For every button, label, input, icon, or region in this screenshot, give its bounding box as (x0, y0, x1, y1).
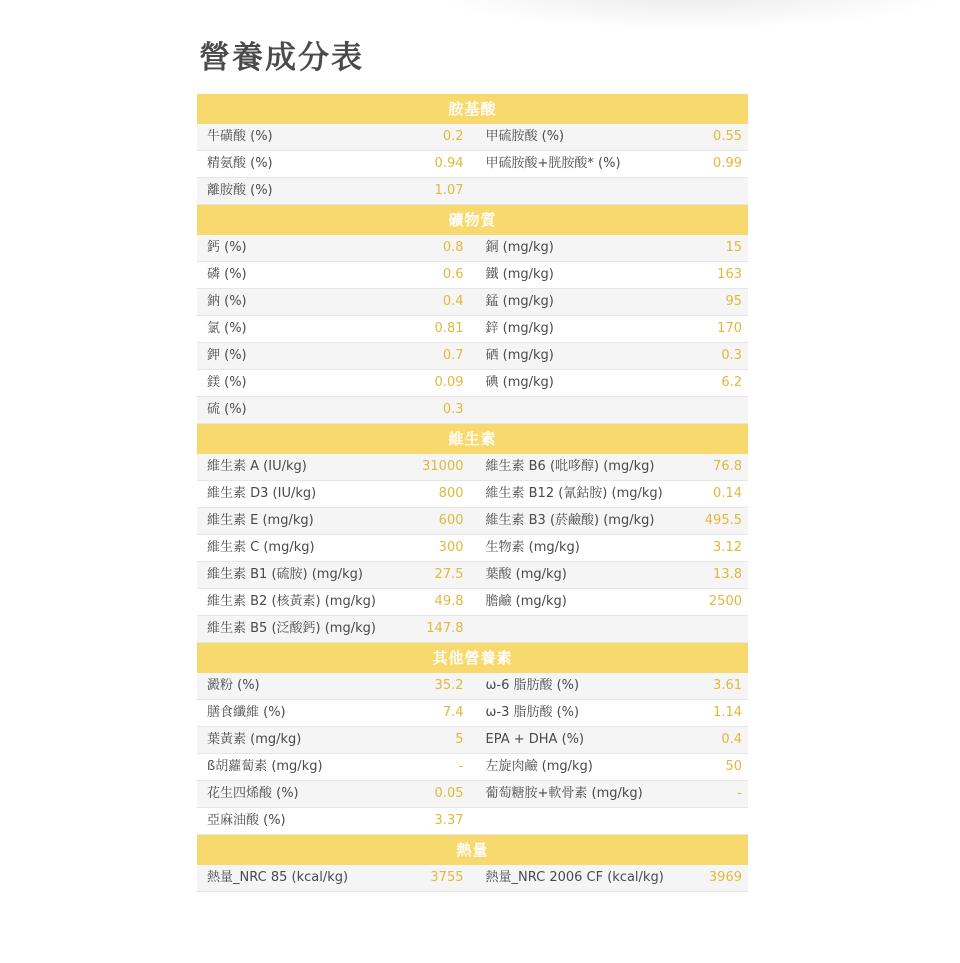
nutrient-label: 膽鹼 (mg/kg) (485, 594, 567, 609)
nutrient-label: 鐵 (mg/kg) (485, 267, 554, 282)
table-row (197, 535, 748, 562)
nutrient-value: 0.99 (713, 156, 742, 171)
nutrient-label: 膳食纖維 (%) (207, 705, 286, 720)
nutrient-value: 0.2 (442, 129, 464, 144)
nutrient-value (703, 808, 748, 834)
nutrient-value: 147.8 (426, 621, 464, 636)
table-row (197, 151, 748, 178)
table-row (197, 316, 748, 343)
nutrient-value: 495.5 (704, 513, 742, 528)
table-row (197, 589, 748, 616)
nutrient-value: 800 (438, 486, 464, 501)
nutrient-label: 碘 (mg/kg) (485, 375, 554, 390)
nutrient-label: ß胡蘿蔔素 (mg/kg) (207, 759, 323, 774)
table-row (197, 754, 748, 781)
nutrition-table (197, 94, 748, 892)
nutrient-value: 0.09 (434, 375, 464, 390)
table-row (197, 700, 748, 727)
nutrient-value: 300 (438, 540, 464, 555)
nutrient-label: 鋅 (mg/kg) (485, 321, 554, 336)
nutrient-value: 0.7 (442, 348, 464, 363)
nutrient-value (703, 397, 748, 423)
nutrient-label: 硫 (%) (207, 402, 247, 417)
nutrient-value: - (458, 759, 464, 774)
table-row (197, 397, 748, 424)
nutrient-label: ω-6 脂肪酸 (%) (485, 678, 580, 693)
table-row (197, 481, 748, 508)
table-row (197, 178, 748, 205)
nutrient-label: 葉黃素 (mg/kg) (207, 732, 302, 747)
nutrient-value: 50 (725, 759, 742, 774)
nutrient-label: 鈣 (%) (207, 240, 247, 255)
nutrient-value: 0.14 (713, 486, 742, 501)
section-header: 其他營養素 (197, 643, 748, 673)
nutrient-label: 鉀 (%) (207, 348, 247, 363)
nutrient-label: 銅 (mg/kg) (485, 240, 554, 255)
nutrient-value: 0.8 (442, 240, 464, 255)
nutrient-label: 花生四烯酸 (%) (207, 786, 299, 801)
nutrient-label (472, 616, 704, 642)
nutrient-value: 6.2 (721, 375, 742, 390)
nutrient-value: 13.8 (713, 567, 742, 582)
nutrient-label: 葡萄糖胺+軟骨素 (mg/kg) (485, 786, 643, 801)
nutrient-label: 甲硫胺酸 (%) (485, 129, 565, 144)
table-row (197, 454, 748, 481)
nutrient-value: 5 (455, 732, 464, 747)
nutrient-label: 維生素 B3 (菸鹼酸) (mg/kg) (485, 513, 655, 528)
nutrient-label: 維生素 B1 (硫胺) (mg/kg) (207, 567, 363, 582)
nutrient-label: 牛磺酸 (%) (207, 129, 273, 144)
nutrient-label: 亞麻油酸 (%) (207, 813, 286, 828)
nutrient-label: 葉酸 (mg/kg) (485, 567, 567, 582)
nutrient-label: 生物素 (mg/kg) (485, 540, 580, 555)
nutrient-label: 精氨酸 (%) (207, 156, 273, 171)
nutrient-value: 35.2 (434, 678, 464, 693)
nutrient-value: 0.4 (442, 294, 464, 309)
nutrient-label: 維生素 C (mg/kg) (207, 540, 315, 555)
top-shadow-decoration (430, 0, 950, 30)
nutrient-label: 錳 (mg/kg) (485, 294, 554, 309)
nutrient-value: 1.14 (713, 705, 742, 720)
section-header: 熱量 (197, 835, 748, 865)
nutrient-value: 3.61 (713, 678, 742, 693)
nutrient-label (472, 808, 704, 834)
nutrient-value (703, 178, 748, 204)
nutrient-value: 31000 (422, 459, 464, 474)
nutrient-value: 3.12 (713, 540, 742, 555)
nutrient-value: 15 (725, 240, 742, 255)
nutrient-value: 0.05 (434, 786, 464, 801)
nutrient-label: 維生素 B5 (泛酸鈣) (mg/kg) (207, 621, 376, 636)
nutrient-value: 163 (717, 267, 742, 282)
nutrient-label: 維生素 B12 (氰鈷胺) (mg/kg) (485, 486, 663, 501)
table-row (197, 343, 748, 370)
nutrient-value: 600 (438, 513, 464, 528)
table-row (197, 673, 748, 700)
section-header: 礦物質 (197, 205, 748, 235)
table-row (197, 370, 748, 397)
nutrient-value (703, 616, 748, 642)
nutrient-value: 3.37 (434, 813, 464, 828)
nutrient-value: 2500 (708, 594, 742, 609)
page-title: 營養成分表 (199, 40, 364, 76)
nutrient-label: 維生素 D3 (IU/kg) (207, 486, 317, 501)
table-row (197, 808, 748, 835)
nutrient-label: 硒 (mg/kg) (485, 348, 554, 363)
table-row (197, 124, 748, 151)
nutrient-value: 3755 (430, 870, 464, 885)
nutrient-label: 鈉 (%) (207, 294, 247, 309)
nutrient-value: 0.94 (434, 156, 464, 171)
nutrient-value: 27.5 (434, 567, 464, 582)
nutrient-label: 熱量_NRC 2006 CF (kcal/kg) (485, 870, 664, 885)
nutrient-label: 維生素 B2 (核黃素) (mg/kg) (207, 594, 376, 609)
nutrient-value: 7.4 (442, 705, 464, 720)
nutrient-label: 左旋肉鹼 (mg/kg) (485, 759, 593, 774)
nutrient-value: 0.6 (442, 267, 464, 282)
nutrient-label (472, 397, 704, 423)
table-row (197, 562, 748, 589)
table-row (197, 727, 748, 754)
nutrient-value: 95 (725, 294, 742, 309)
nutrient-value: 0.3 (442, 402, 464, 417)
table-row (197, 235, 748, 262)
nutrient-label: 熱量_NRC 85 (kcal/kg) (207, 870, 349, 885)
nutrient-label: ω-3 脂肪酸 (%) (485, 705, 580, 720)
section-header: 維生素 (197, 424, 748, 454)
table-row (197, 289, 748, 316)
nutrient-value: 0.3 (721, 348, 742, 363)
nutrient-label: 鎂 (%) (207, 375, 247, 390)
nutrient-value: 0.81 (434, 321, 464, 336)
nutrient-label: 磷 (%) (207, 267, 247, 282)
nutrient-value: 1.07 (434, 183, 464, 198)
table-row (197, 616, 748, 643)
table-row (197, 781, 748, 808)
nutrient-value: - (737, 786, 742, 801)
nutrient-value: 3969 (708, 870, 742, 885)
nutrient-value: 0.55 (713, 129, 742, 144)
nutrient-label: 維生素 E (mg/kg) (207, 513, 314, 528)
nutrient-label: 甲硫胺酸+胱胺酸* (%) (485, 156, 621, 171)
nutrient-label: 澱粉 (%) (207, 678, 260, 693)
table-row (197, 865, 748, 892)
nutrient-value: 49.8 (434, 594, 464, 609)
nutrient-value: 76.8 (713, 459, 742, 474)
nutrient-label: 維生素 B6 (吡哆醇) (mg/kg) (485, 459, 655, 474)
nutrient-value: 0.4 (721, 732, 742, 747)
section-header: 胺基酸 (197, 94, 748, 124)
nutrient-label: 氯 (%) (207, 321, 247, 336)
table-row (197, 508, 748, 535)
table-row (197, 262, 748, 289)
nutrient-label: 離胺酸 (%) (207, 183, 273, 198)
nutrient-label: 維生素 A (IU/kg) (207, 459, 307, 474)
nutrient-label (472, 178, 704, 204)
nutrient-value: 170 (717, 321, 742, 336)
nutrient-label: EPA + DHA (%) (485, 732, 585, 747)
